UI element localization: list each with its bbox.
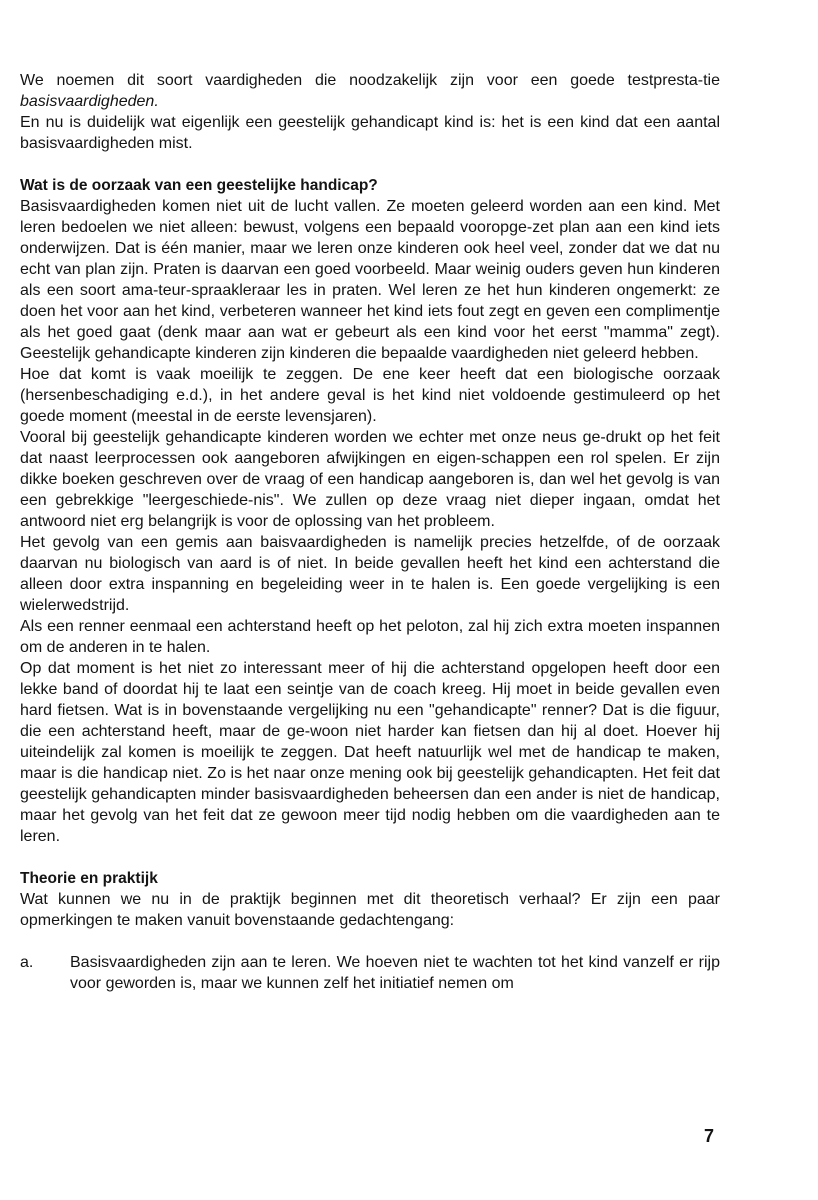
list-item-text: Basisvaardigheden zijn aan te leren. We hoeven niet te wachten tot het kind vanzelf er rijp voor geworden is, maar we kunnen zelf het initiatief nemen om [70, 954, 720, 992]
paragraph-renner: Als een renner eenmaal een achterstand heeft op het peloton, zal hij zich extra moeten inspannen om de anderen in te halen. [20, 618, 720, 656]
paragraph-praktijk: Wat kunnen we nu in de praktijk beginnen met dit theoretisch verhaal? Er zijn een paar opmerkingen te maken vanuit bovenstaande gedachtengang: [20, 891, 720, 929]
intro-emphasis: basisvaardigheden. [20, 93, 159, 110]
list-marker: a. [20, 954, 34, 971]
paragraph-achterstand: Op dat moment is het niet zo interessant meer of hij die achterstand opgelopen heeft door een lekke band of doordat hij te laat een seintje van de coach kreeg. Hij moet in beide gevallen even hard fietsen. Wat is in bovenstaande vergelijking nu een "gehandicapte" renner? Dat is die figuur, die een achterstand heeft, maar de ge-woon niet harder kan fietsen dan hij al doet. Hoever hij uiteindelijk zal komen is moeilijk te zeggen. Dat heeft natuurlijk wel met de handicap te maken, maar is die handicap niet. Zo is het naar onze mening ook bij geestelijk gehandicapten. Het feit dat geestelijk gehandicapten minder basisvaardigheden beheersen dan een ander is niet de handicap, maar het gevolg van het feit dat ze gewoon meer tijd nodig hebben om die vaardigheden aan te leren. [20, 660, 720, 845]
paragraph-aangeboren: Vooral bij geestelijk gehandicapte kinderen worden we echter met onze neus ge-drukt op het feit dat naast leerprocessen ook aangeboren afwijkingen en eigen-schappen een rol spelen. Er zijn dikke boeken geschreven over de vraag of een handicap aangeboren is, dan wel het gevolg is van een gebrekkige "leergeschiede-nis". We zullen op deze vraag niet dieper ingaan, omdat het antwoord niet erg belangrijk is voor de oplossing van het probleem. [20, 429, 720, 530]
page-body [20, 70, 720, 994]
list-item-a [20, 952, 720, 994]
section-heading-cause: Wat is de oorzaak van een geestelijke handicap? [20, 177, 378, 194]
intro-text: We noemen dit soort vaardigheden die noodzakelijk zijn voor een goede testpresta-tie [20, 72, 720, 89]
page-number: 7 [704, 1126, 715, 1146]
intro-paragraph-1 [20, 70, 720, 112]
paragraph-gevolg: Het gevolg van een gemis aan baisvaardigheden is namelijk precies hetzelfde, of de oorzaak daarvan nu biologisch van aard is of niet. In beide gevallen heeft het kind een achterstand die alleen door extra inspanning en begeleiding weer in te halen is. Een goede vergelijking is een wielerwedstrijd. [20, 534, 720, 614]
paragraph-basisvaardigheden: Basisvaardigheden komen niet uit de lucht vallen. Ze moeten geleerd worden aan een kind. Met leren bedoelen we niet alleen: bewust, volgens een bepaald vooropge-zet plan aan een kind iets onderwijzen. Dat is één manier, maar we leren onze kinderen ook heel veel, zonder dat we dat nu echt van plan zijn. Praten is daarvan een goed voorbeeld. Maar weinig ouders geven hun kinderen als een soort ama-teur-spraakleraar les in praten. Wel leren ze het hun kinderen ongemerkt: ze doen het voor aan het kind, verbeteren wanneer het kind iets fout zegt en geven een complimentje als het goed gaat (denk maar aan wat er gebeurt als een kind voor het eerst "mamma" zegt). Geestelijk gehandicapte kinderen zijn kinderen die bepaalde vaardigheden niet geleerd hebben. [20, 198, 720, 362]
paragraph-oorzaak: Hoe dat komt is vaak moeilijk te zeggen. De ene keer heeft dat een biologische oorzaak (hersenbeschadiging e.d.), in het andere geval is het kind niet voldoende gestimuleerd op het goede moment (meestal in de eerste levensjaren). [20, 366, 720, 425]
intro-paragraph-2: En nu is duidelijk wat eigenlijk een geestelijk gehandicapt kind is: het is een kind dat een aantal basisvaardigheden mist. [20, 114, 720, 152]
section-heading-theory: Theorie en praktijk [20, 870, 158, 887]
